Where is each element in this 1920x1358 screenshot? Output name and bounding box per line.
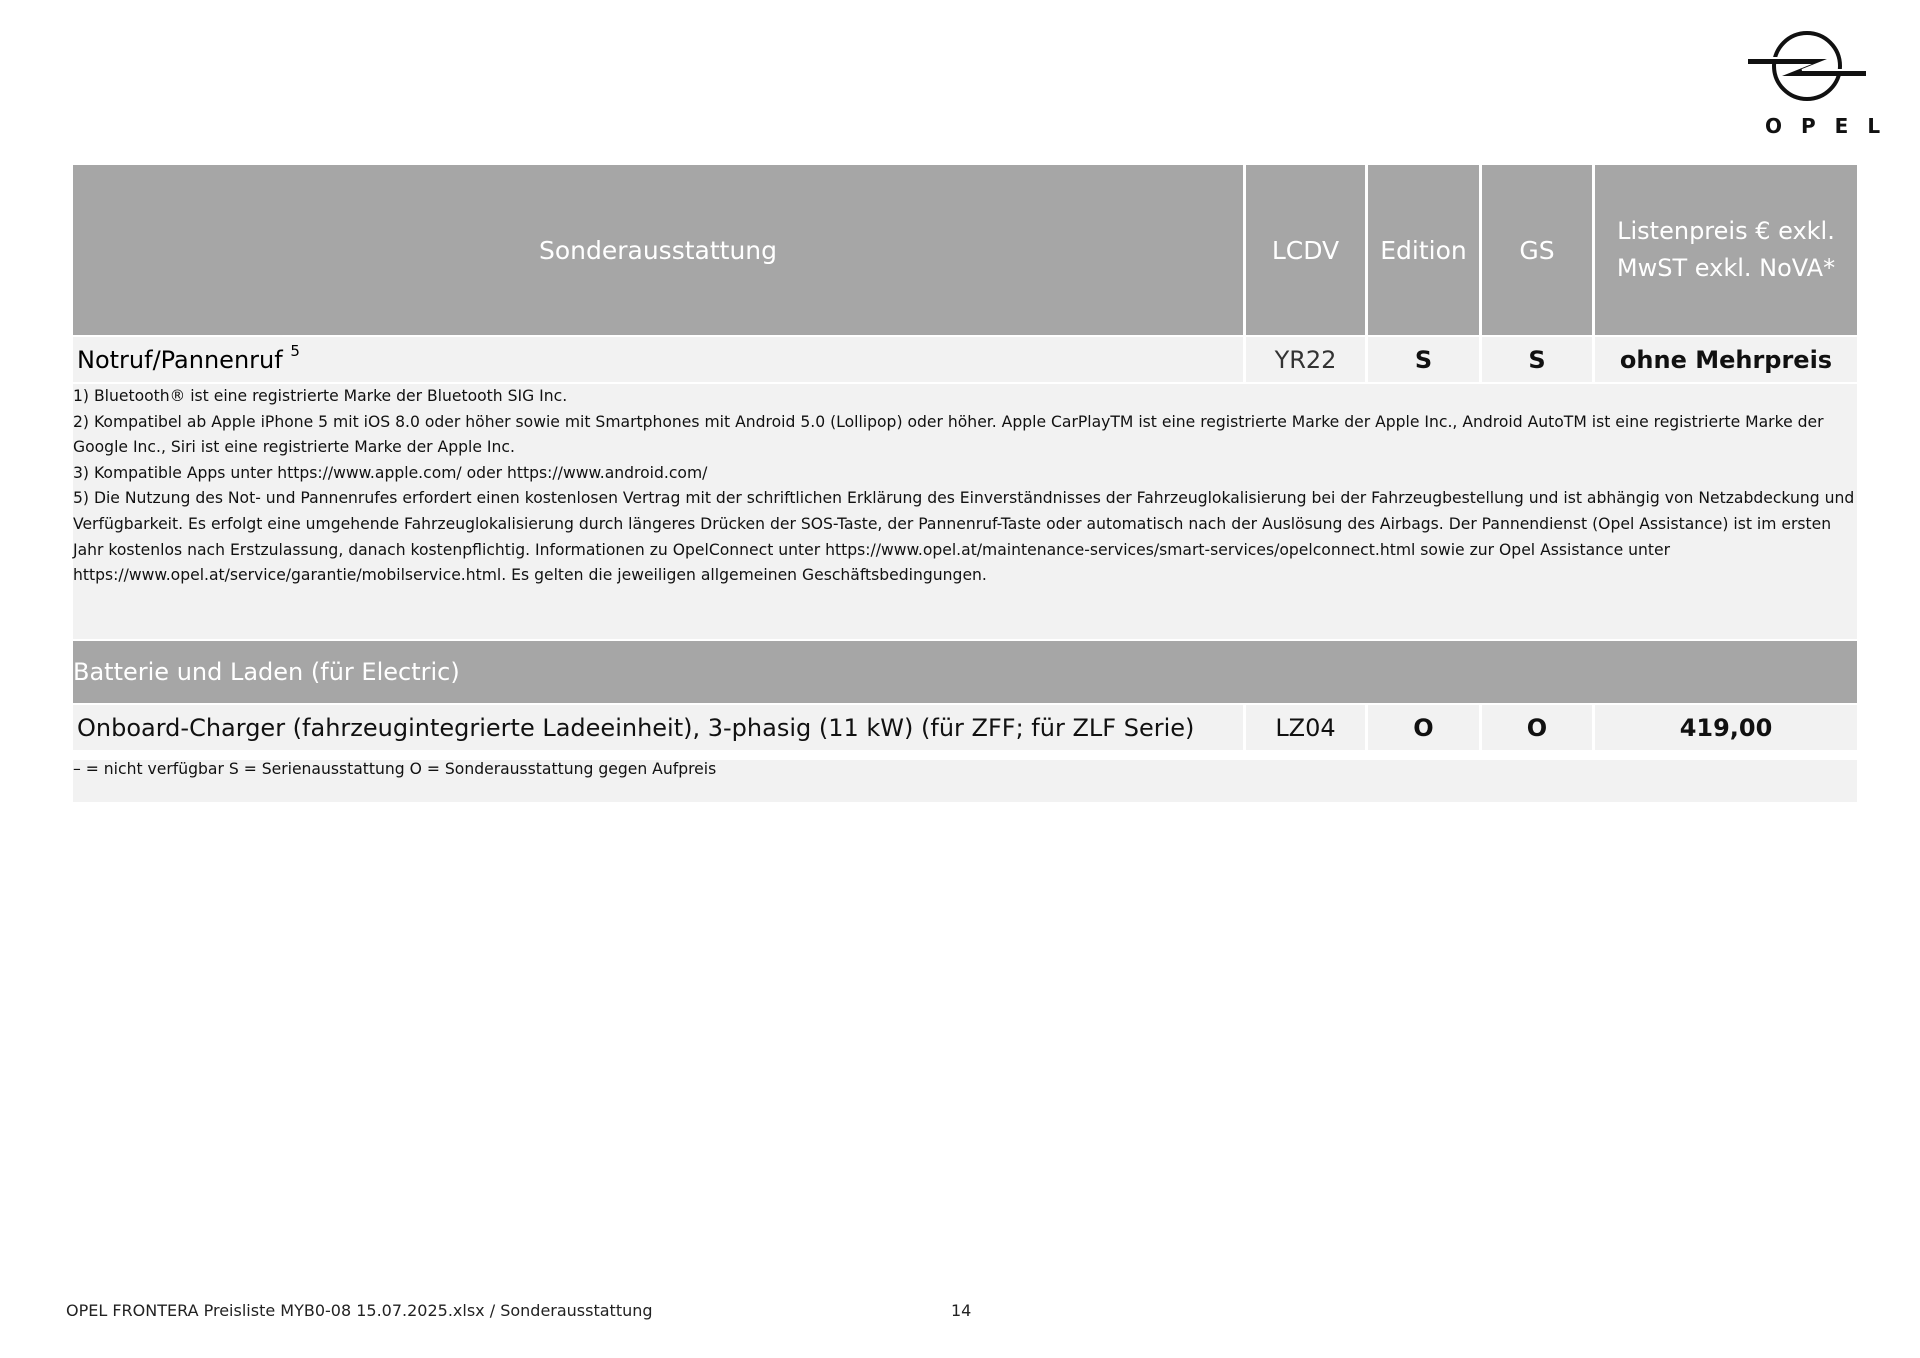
spacer-row: [73, 752, 1857, 758]
table-header-row: [73, 165, 1857, 335]
row-edition: S: [1368, 337, 1479, 382]
row-edition: O: [1368, 705, 1479, 750]
footnote-3: 3) Kompatible Apps unter https://www.apple.com/ oder https://www.android.com/: [73, 463, 708, 482]
price-table: [70, 163, 1860, 804]
section-title: Batterie und Laden (für Electric): [73, 641, 1857, 703]
footnotes-row: [73, 384, 1857, 639]
footnote-marker: 5: [290, 341, 300, 360]
page-number: 14: [951, 1301, 972, 1320]
header-description: Sonderausstattung: [73, 165, 1243, 335]
row-code: LZ04: [1246, 705, 1365, 750]
table-row: [73, 705, 1857, 750]
footer-document-name: OPEL FRONTERA Preisliste MYB0-08 15.07.2025.xlsx / Sonderausstattung: [66, 1301, 653, 1320]
brand-name: OPEL: [1765, 114, 1900, 138]
row-description: [73, 337, 1243, 382]
header-edition: Edition: [1368, 165, 1479, 335]
footnotes: [73, 384, 1857, 639]
header-code: LCDV: [1246, 165, 1365, 335]
row-gs: O: [1482, 705, 1592, 750]
section-header-row: [73, 641, 1857, 703]
row-description: Onboard-Charger (fahrzeugintegrierte Ladeeinheit), 3-phasig (11 kW) (für ZFF; für ZLF Serie): [73, 705, 1243, 750]
footnote-2: 2) Kompatibel ab Apple iPhone 5 mit iOS 8.0 oder höher sowie mit Smartphones mit Android 5.0 (Lollipop) oder höher. Apple CarPlayTM ist eine registrierte Marke der Apple Inc., Android AutoTM ist eine registrierte Marke der Google Inc., Siri ist eine registrierte Marke der Apple Inc.: [73, 412, 1824, 457]
legend-row: [73, 760, 1857, 802]
opel-blitz-icon: [1746, 28, 1868, 106]
opel-logo: [1746, 28, 1900, 138]
legend-text: – = nicht verfügbar S = Serienausstattung O = Sonderausstattung gegen Aufpreis: [73, 760, 1857, 802]
row-price: 419,00: [1595, 705, 1857, 750]
footnote-1: 1) Bluetooth® ist eine registrierte Marke der Bluetooth SIG Inc.: [73, 387, 568, 405]
row-gs: S: [1482, 337, 1592, 382]
row-code: YR22: [1246, 337, 1365, 382]
row-description-text: Notruf/Pannenruf: [77, 345, 283, 374]
table-row: [73, 337, 1857, 382]
row-price: ohne Mehrpreis: [1595, 337, 1857, 382]
header-gs: GS: [1482, 165, 1592, 335]
header-price: Listenpreis € exkl. MwST exkl. NoVA*: [1595, 165, 1857, 335]
footnote-5: 5) Die Nutzung des Not- und Pannenrufes erfordert einen kostenlosen Vertrag mit der schriftlichen Erklärung des Einverständnisses der Fahrzeuglokalisierung bei der Fahrzeugbestellung und ist abhängig von Netzabdeckung und Verfügbarkeit. Es erfolgt eine umgehende Fahrzeuglokalisierung durch längeres Drücken der SOS-Taste, der Pannenruf-Taste oder automatisch nach der Auslösung des Airbags. Der Pannendienst (Opel Assistance) ist im ersten Jahr kostenlos nach Erstzulassung, danach kostenpflichtig. Informationen zu OpelConnect unter https://www.opel.at/maintenance-services/smart-services/opelconnect.html sowie zur Opel Assistance unter https://www.opel.at/service/garantie/mobilservice.html. Es gelten die jeweiligen allgemeinen Geschäftsbedingungen.: [73, 489, 1855, 585]
